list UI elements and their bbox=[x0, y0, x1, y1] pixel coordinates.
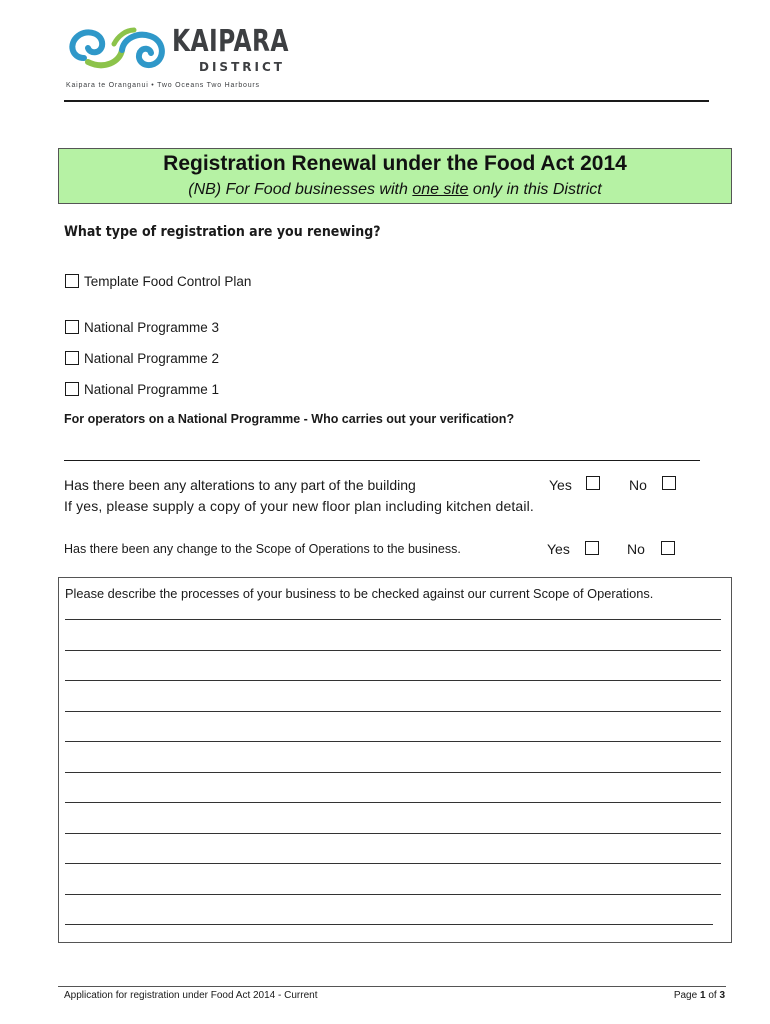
page-word: Page bbox=[673, 990, 698, 1001]
description-writing-line[interactable] bbox=[65, 772, 721, 773]
form-subtitle bbox=[59, 180, 731, 200]
footer-document-name: Application for registration under Food Act 2014 - Current bbox=[64, 990, 318, 1001]
scope-yes-checkbox[interactable] bbox=[585, 541, 599, 555]
description-writing-line[interactable] bbox=[65, 833, 721, 834]
alterations-no-label: No bbox=[629, 477, 647, 493]
footer-divider bbox=[58, 986, 726, 987]
description-writing-line[interactable] bbox=[65, 680, 721, 681]
logo-wordmark: KAIPARA bbox=[172, 24, 289, 59]
scope-yes-label: Yes bbox=[547, 541, 570, 557]
form-title: Registration Renewal under the Food Act 2014 bbox=[163, 152, 627, 175]
kaipara-swirl-icon bbox=[64, 22, 174, 80]
description-writing-line[interactable] bbox=[65, 741, 721, 742]
subtitle-emphasis: one site bbox=[412, 181, 469, 198]
header-divider bbox=[64, 100, 709, 102]
page-of-word: of bbox=[708, 990, 717, 1001]
title-banner bbox=[58, 148, 732, 204]
subtitle-prefix: (NB) For Food businesses with bbox=[188, 181, 413, 198]
footer-page-number bbox=[674, 990, 725, 1001]
subtitle-suffix: only in this District bbox=[468, 181, 602, 198]
scope-no-checkbox[interactable] bbox=[661, 541, 675, 555]
alterations-no-checkbox[interactable] bbox=[662, 476, 676, 490]
verification-question: For operators on a National Programme - Who carries out your verification? bbox=[64, 412, 515, 426]
alterations-note: If yes, please supply a copy of your new floor plan including kitchen detail. bbox=[64, 498, 534, 514]
registration-type-question: What type of registration are you renewing? bbox=[64, 224, 381, 240]
option-national-programme-1[interactable] bbox=[65, 381, 219, 397]
description-writing-line[interactable] bbox=[65, 863, 721, 864]
scope-description-box bbox=[58, 577, 732, 943]
description-writing-line[interactable] bbox=[65, 894, 721, 895]
checkbox-template-fcp[interactable] bbox=[65, 274, 79, 288]
option-label: National Programme 2 bbox=[84, 350, 220, 366]
checkbox-national-programme-2[interactable] bbox=[65, 351, 79, 365]
page-current: 1 bbox=[699, 990, 706, 1001]
option-national-programme-2[interactable] bbox=[65, 350, 219, 366]
logo-district-text: DISTRICT bbox=[199, 60, 285, 74]
verification-answer-line[interactable] bbox=[64, 460, 700, 461]
page-total: 3 bbox=[719, 990, 725, 1001]
option-label: National Programme 3 bbox=[84, 319, 220, 335]
option-label: National Programme 1 bbox=[84, 381, 220, 397]
option-label: Template Food Control Plan bbox=[84, 273, 252, 289]
description-writing-line[interactable] bbox=[65, 650, 721, 651]
alterations-yes-label: Yes bbox=[549, 477, 572, 493]
scope-no-label: No bbox=[627, 541, 645, 557]
option-template-fcp[interactable] bbox=[65, 273, 251, 289]
checkbox-national-programme-1[interactable] bbox=[65, 382, 79, 396]
alterations-question: Has there been any alterations to any part of the building bbox=[64, 477, 416, 493]
description-writing-line[interactable] bbox=[65, 802, 721, 803]
description-writing-line[interactable] bbox=[65, 619, 721, 620]
checkbox-national-programme-3[interactable] bbox=[65, 320, 79, 334]
logo-tagline: Kaipara te Oranganui • Two Oceans Two Harbours bbox=[66, 82, 260, 89]
alterations-yes-checkbox[interactable] bbox=[586, 476, 600, 490]
scope-change-question: Has there been any change to the Scope of Operations to the business. bbox=[64, 542, 461, 556]
option-national-programme-3[interactable] bbox=[65, 319, 219, 335]
description-writing-line[interactable] bbox=[65, 711, 721, 712]
kaipara-logo bbox=[64, 22, 289, 96]
scope-description-prompt: Please describe the processes of your business to be checked against our current Scope of Operations. bbox=[65, 586, 654, 601]
description-writing-line[interactable] bbox=[65, 924, 713, 925]
